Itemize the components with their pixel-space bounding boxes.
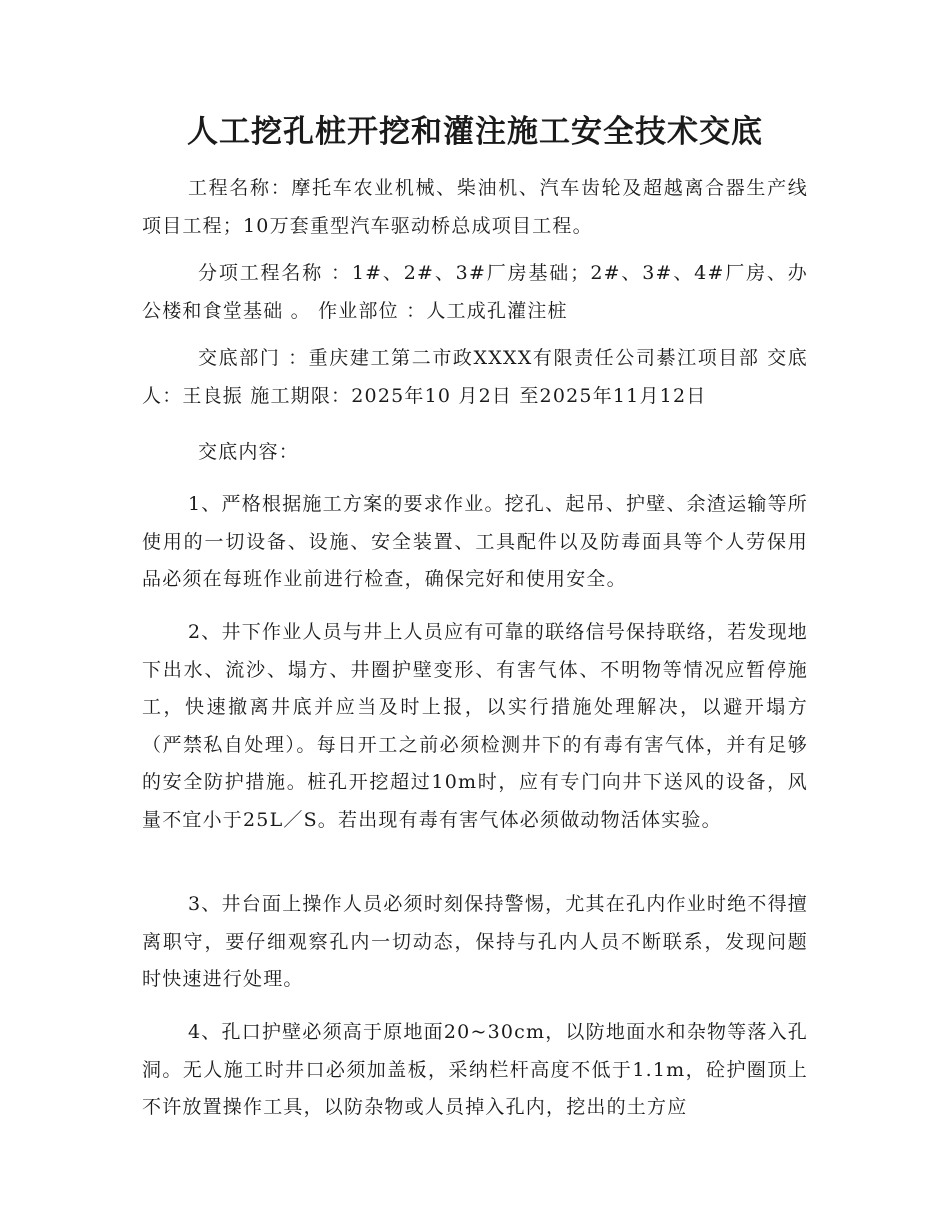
content-item-1: 1、严格根据施工方案的要求作业。挖孔、起吊、护壁、余渣运输等所使用的一切设备、设施、安全装置、工具配件以及防毒面具等个人劳保用品必须在每班作业前进行检查，确保完好和使用安全。 (142, 493, 808, 590)
document-title: 人工挖孔桩开挖和灌注施工安全技术交底 (187, 114, 763, 150)
department-paragraph: 交底部门 ：重庆建工第二市政XXXX有限责任公司綦江项目部 交底人：王良振 施工期限：2025年10 月2日 至2025年11月12日 (142, 347, 808, 407)
sub-project-paragraph: 分项工程名称 ：1#、2#、3#厂房基础；2#、3#、4#厂房、办公楼和食堂基础 。 作业部位 ：人工成孔灌注桩 (142, 262, 808, 322)
project-name-paragraph: 工程名称：摩托车农业机械、柴油机、汽车齿轮及超越离合器生产线项目工程；10万套重型汽车驱动桥总成项目工程。 (142, 177, 808, 237)
content-item-4: 4、孔口护壁必须高于原地面20~30cm，以防地面水和杂物等落入孔洞。无人施工时井口必须加盖板，采纳栏杆高度不低于1.1m，砼护圈顶上不许放置操作工具，以防杂物或人员掉入孔内，挖出的土方应 (142, 1021, 808, 1118)
content-item-3: 3、井台面上操作人员必须时刻保持警惕，尤其在孔内作业时绝不得擅离职守，要仔细观察孔内一切动态，保持与孔内人员不断联系，发现问题时快速进行处理。 (142, 893, 808, 990)
content-heading: 交底内容： (198, 441, 300, 463)
content-item-2: 2、井下作业人员与井上人员应有可靠的联络信号保持联络，若发现地下出水、流沙、塌方、井圈护壁变形、有害气体、不明物等情况应暂停施工，快速撤离井底并应当及时上报，以实行措施处理解决，以避开塌方（严禁私自处理）。每日开工之前必须检测井下的有毒有害气体，并有足够的安全防护措施。桩孔开挖超过10m时，应有专门向井下送风的设备，风量不宜小于25L／S。若出现有毒有害气体必须做动物活体实验。 (142, 621, 808, 831)
